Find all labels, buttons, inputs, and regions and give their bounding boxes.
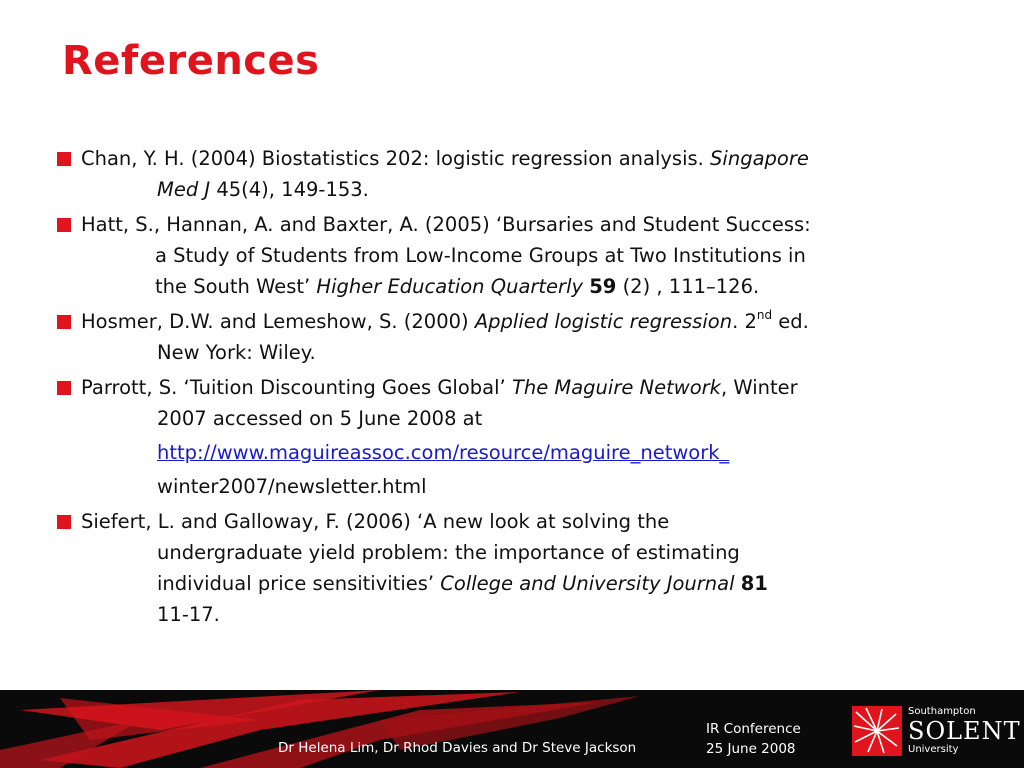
- bullet-square-icon: [57, 381, 71, 395]
- reference-item: Siefert, L. and Galloway, F. (2006) ‘A new look at solving the undergraduate yield problem: the importance of estimating individual price sensitivities’ College and University Journal 81 11-17.: [57, 506, 957, 630]
- reference-item: Chan, Y. H. (2004) Biostatistics 202: logistic regression analysis. Singapore Med J 45(4), 149-153.: [57, 143, 957, 205]
- reference-item: Hosmer, D.W. and Lemeshow, S. (2000) Applied logistic regression. 2nd ed. New York: Wiley.: [57, 306, 957, 368]
- reference-item: Parrott, S. ‘Tuition Discounting Goes Global’ The Maguire Network, Winter 2007 accessed on 5 June 2008 at http://www.maguireassoc.com/resource/maguire_network_ winter2007/newsletter.html: [57, 372, 957, 502]
- solent-star-logo-icon: [852, 706, 902, 756]
- slide-title: References: [62, 38, 320, 84]
- bullet-square-icon: [57, 218, 71, 232]
- conference-name: IR Conference: [706, 721, 801, 737]
- footer-conference: [706, 719, 801, 759]
- bullet-square-icon: [57, 152, 71, 166]
- reference-url-link[interactable]: http://www.maguireassoc.com/resource/maguire_network_: [157, 441, 730, 464]
- bullet-square-icon: [57, 515, 71, 529]
- footer-authors: Dr Helena Lim, Dr Rhod Davies and Dr Steve Jackson: [278, 740, 637, 756]
- conference-date: 25 June 2008: [706, 741, 796, 757]
- reference-item: Hatt, S., Hannan, A. and Baxter, A. (2005) ‘Bursaries and Student Success: a Study of Students from Low-Income Groups at Two Institutions in the South West’ Higher Education Quarterly 59 (2) , 111–126.: [57, 209, 957, 302]
- reference-list: [57, 143, 957, 634]
- solent-wordmark: Southampton SOLENT University: [908, 706, 1021, 755]
- bullet-square-icon: [57, 315, 71, 329]
